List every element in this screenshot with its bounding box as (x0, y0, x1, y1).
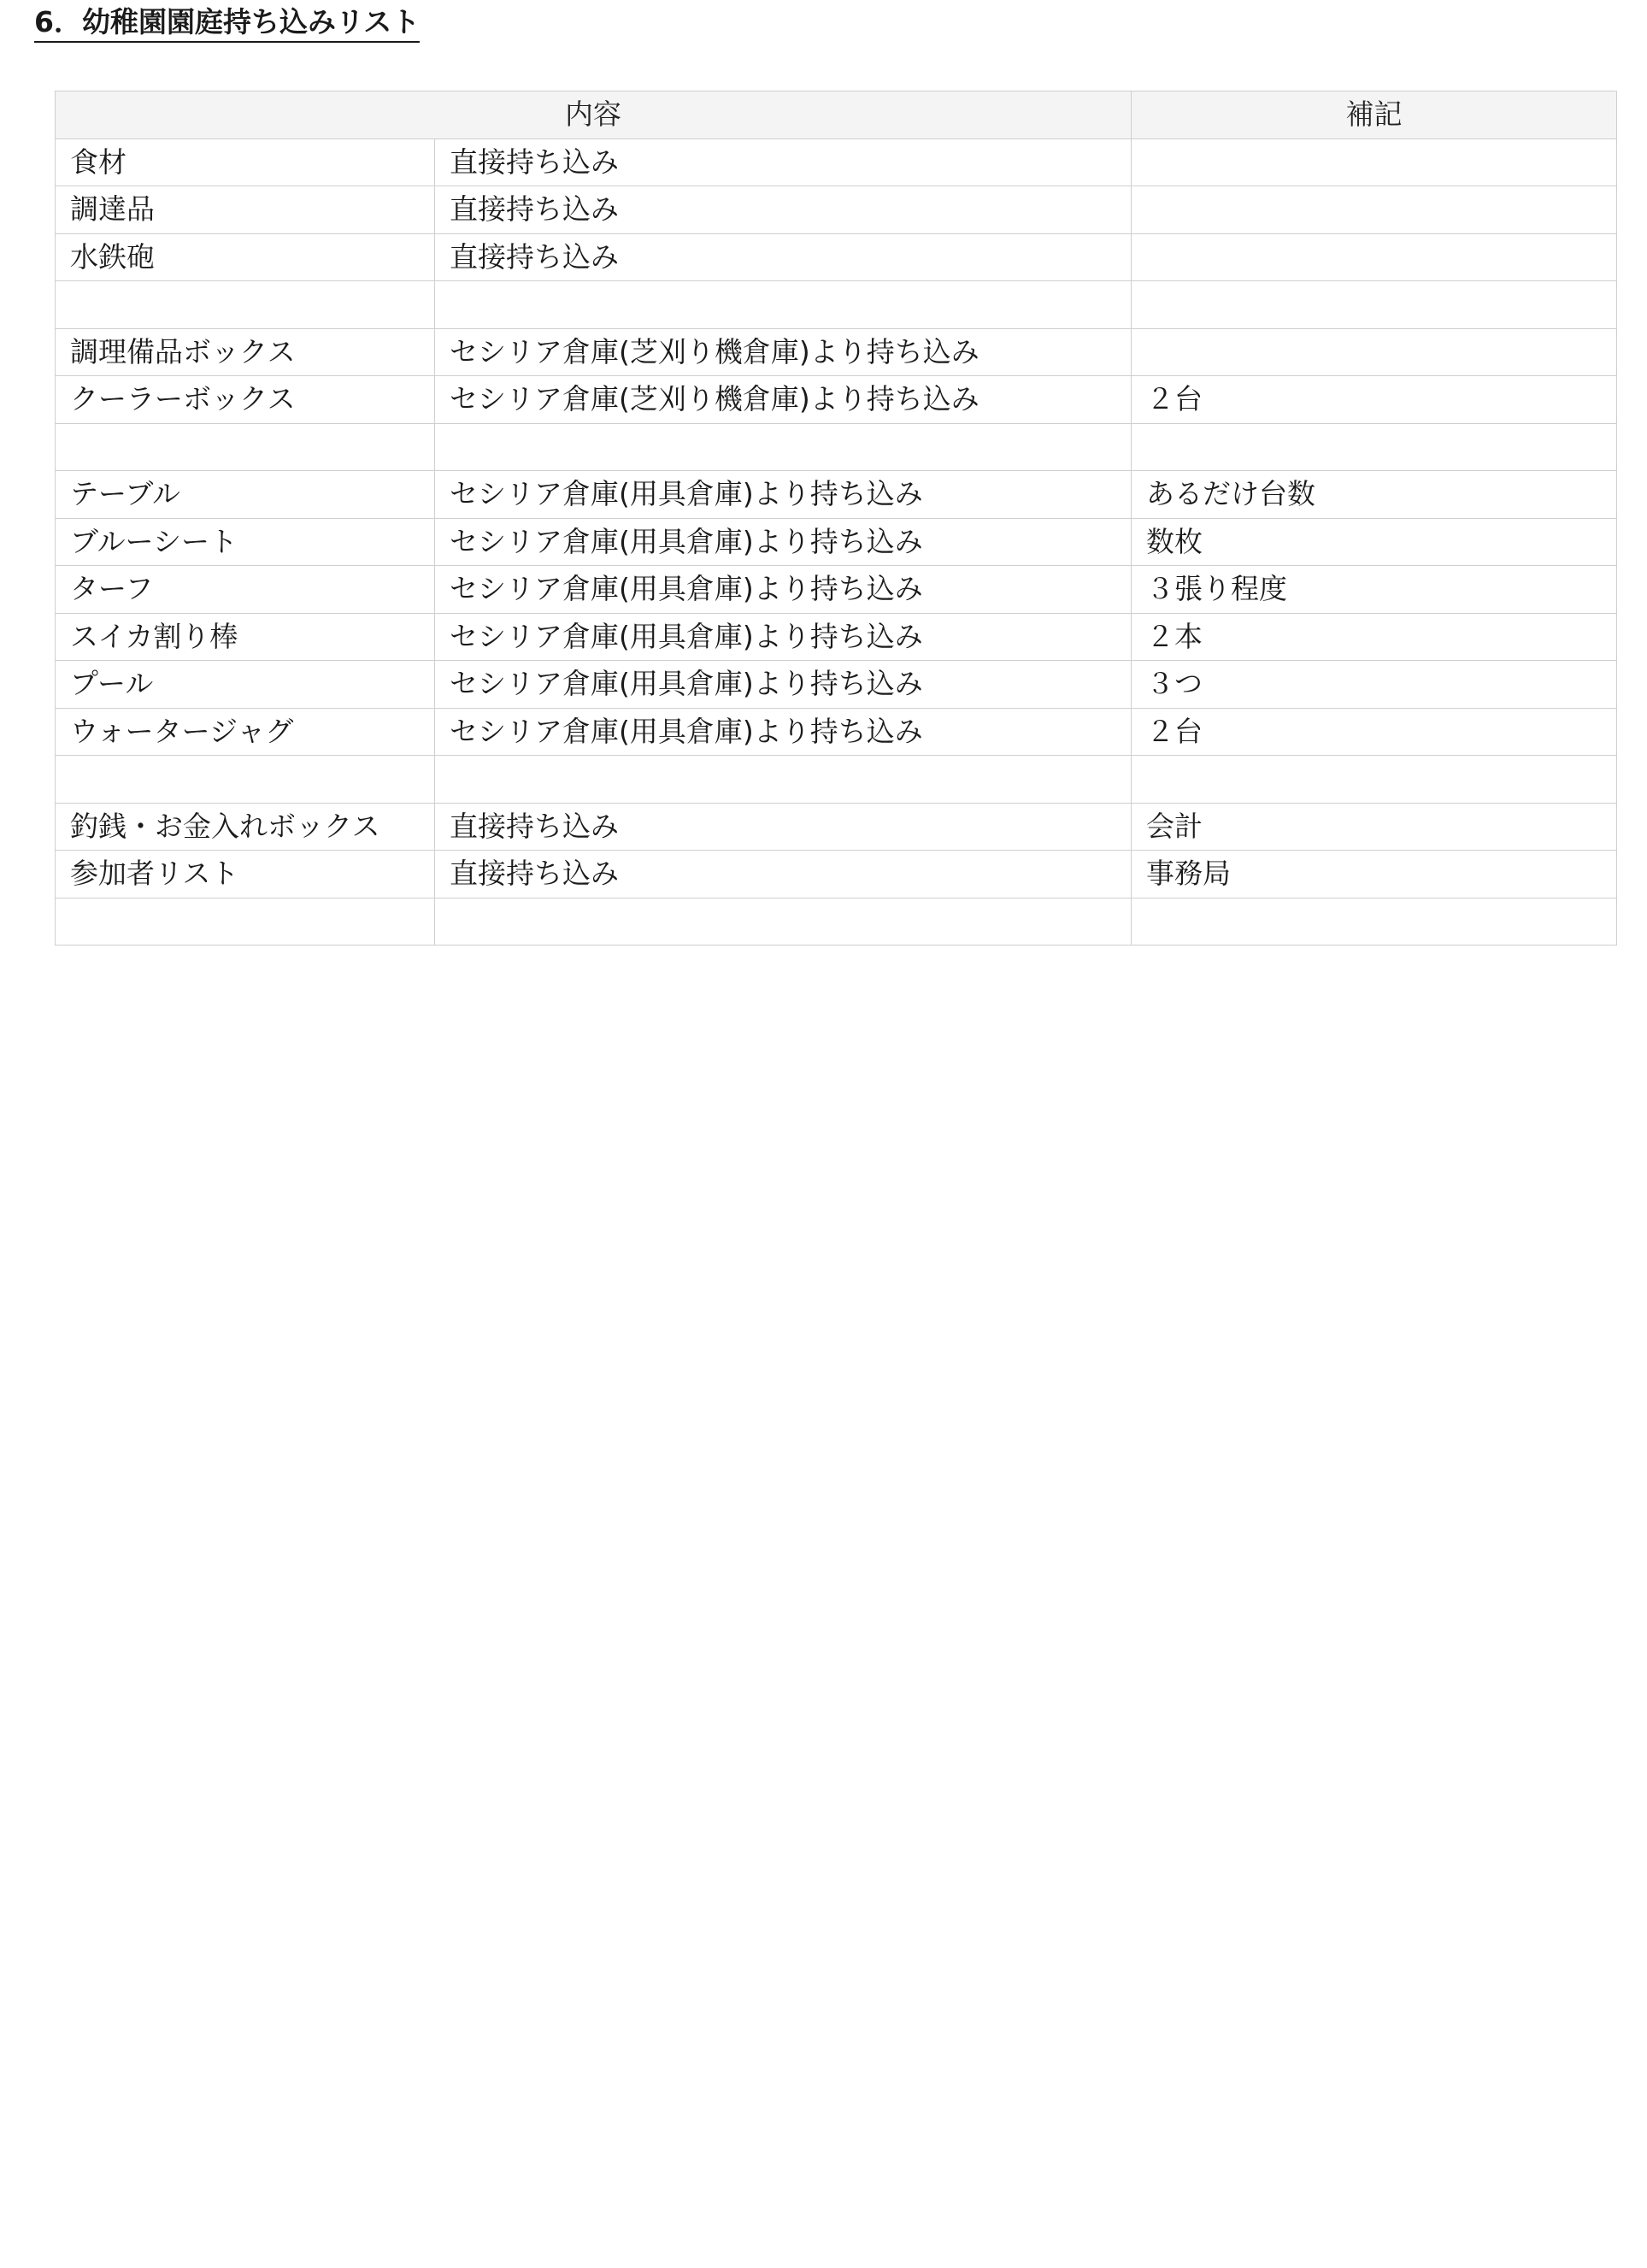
cell-source (435, 281, 1132, 329)
cell-item: 釣銭・お金入れボックス (56, 803, 435, 851)
cell-item (56, 423, 435, 471)
cell-note: ２台 (1132, 708, 1617, 756)
cell-note (1132, 138, 1617, 186)
cell-note: あるだけ台数 (1132, 471, 1617, 519)
cell-item: 食材 (56, 138, 435, 186)
cell-source: セシリア倉庫(芝刈り機倉庫)より持ち込み (435, 376, 1132, 424)
cell-source (435, 756, 1132, 804)
cell-note (1132, 328, 1617, 376)
cell-item: ターフ (56, 566, 435, 614)
cell-note: ３つ (1132, 661, 1617, 709)
table-row (56, 328, 1617, 376)
carry-in-list-table (55, 91, 1617, 945)
table-row (56, 471, 1617, 519)
cell-note: ２本 (1132, 613, 1617, 661)
cell-source: 直接持ち込み (435, 138, 1132, 186)
table-row (56, 613, 1617, 661)
cell-source: セシリア倉庫(用具倉庫)より持ち込み (435, 708, 1132, 756)
cell-item: スイカ割り棒 (56, 613, 435, 661)
cell-source: 直接持ち込み (435, 186, 1132, 234)
cell-item (56, 281, 435, 329)
document-title: 6．幼稚園園庭持ち込みリスト (34, 3, 420, 43)
cell-item (56, 898, 435, 945)
cell-source (435, 898, 1132, 945)
cell-note (1132, 423, 1617, 471)
cell-source: セシリア倉庫(用具倉庫)より持ち込み (435, 566, 1132, 614)
table-row (56, 708, 1617, 756)
header-contents: 内容 (56, 91, 1132, 139)
cell-item: クーラーボックス (56, 376, 435, 424)
table-row (56, 376, 1617, 424)
cell-note (1132, 233, 1617, 281)
cell-item: ブルーシート (56, 518, 435, 566)
table-row (56, 566, 1617, 614)
cell-item: ウォータージャグ (56, 708, 435, 756)
cell-source: 直接持ち込み (435, 803, 1132, 851)
cell-item: プール (56, 661, 435, 709)
cell-source: セシリア倉庫(用具倉庫)より持ち込み (435, 471, 1132, 519)
cell-source: 直接持ち込み (435, 233, 1132, 281)
table-row (56, 851, 1617, 898)
table-row (56, 898, 1617, 945)
table-header-row (56, 91, 1617, 139)
cell-note: 数枚 (1132, 518, 1617, 566)
cell-item: 調理備品ボックス (56, 328, 435, 376)
cell-note: 会計 (1132, 803, 1617, 851)
cell-note (1132, 898, 1617, 945)
cell-source (435, 423, 1132, 471)
cell-source: セシリア倉庫(芝刈り機倉庫)より持ち込み (435, 328, 1132, 376)
table-row (56, 756, 1617, 804)
cell-source: 直接持ち込み (435, 851, 1132, 898)
cell-note: ３張り程度 (1132, 566, 1617, 614)
table-row (56, 518, 1617, 566)
header-notes: 補記 (1132, 91, 1617, 139)
table-row (56, 423, 1617, 471)
cell-item: テーブル (56, 471, 435, 519)
table-row (56, 803, 1617, 851)
table-row (56, 186, 1617, 234)
table-row (56, 661, 1617, 709)
cell-note (1132, 281, 1617, 329)
cell-source: セシリア倉庫(用具倉庫)より持ち込み (435, 518, 1132, 566)
cell-note (1132, 756, 1617, 804)
cell-item: 調達品 (56, 186, 435, 234)
cell-source: セシリア倉庫(用具倉庫)より持ち込み (435, 661, 1132, 709)
cell-item (56, 756, 435, 804)
cell-note: 事務局 (1132, 851, 1617, 898)
cell-note (1132, 186, 1617, 234)
cell-item: 水鉄砲 (56, 233, 435, 281)
cell-item: 参加者リスト (56, 851, 435, 898)
table-body (56, 138, 1617, 945)
table-row (56, 233, 1617, 281)
table-row (56, 281, 1617, 329)
cell-note: ２台 (1132, 376, 1617, 424)
table-row (56, 138, 1617, 186)
cell-source: セシリア倉庫(用具倉庫)より持ち込み (435, 613, 1132, 661)
